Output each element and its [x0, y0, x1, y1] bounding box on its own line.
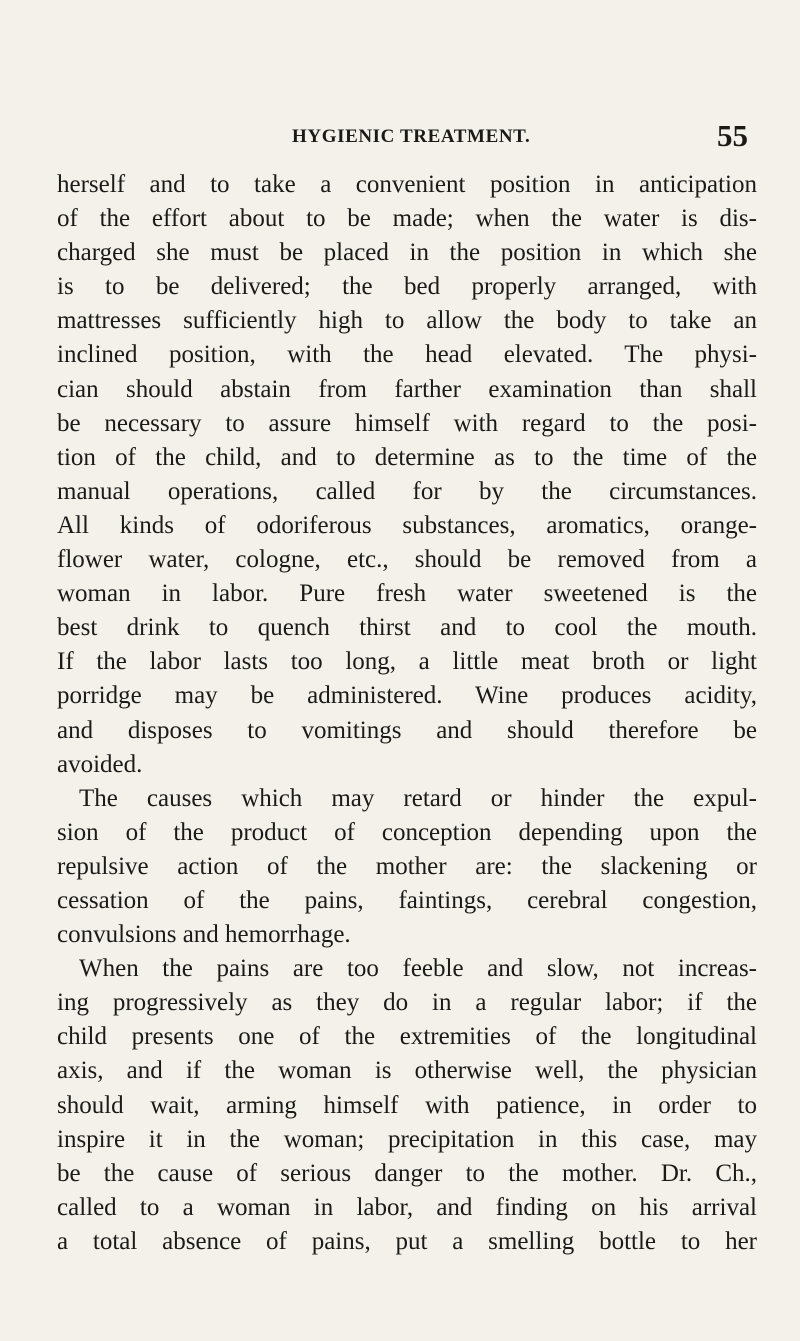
text-line: tion of the child, and to determine as to the time of the — [57, 443, 757, 471]
text-line: avoided. — [57, 750, 143, 778]
text-line: inspire it in the woman; precipitation in this case, may — [57, 1125, 757, 1153]
text-line: a total absence of pains, put a smelling bottle to her — [57, 1227, 757, 1255]
text-line: All kinds of odoriferous substances, aromatics, orange- — [57, 511, 757, 539]
text-line: axis, and if the woman is otherwise well, the physician — [57, 1057, 757, 1085]
text-line: ing progressively as they do in a regular labor; if the — [57, 989, 757, 1017]
text-line: is to be delivered; the bed properly arranged, with — [57, 273, 757, 301]
body-text — [57, 168, 757, 1259]
page-header — [60, 118, 752, 162]
text-line: convulsions and hemorrhage. — [57, 921, 351, 949]
text-line: If the labor lasts too long, a little meat broth or light — [57, 648, 757, 676]
text-line: and disposes to vomitings and should therefore be — [57, 716, 757, 744]
text-line: The causes which may retard or hinder the expul- — [79, 784, 757, 812]
text-line: best drink to quench thirst and to cool the mouth. — [57, 614, 757, 642]
text-line: called to a woman in labor, and finding on his arrival — [57, 1193, 757, 1221]
text-line: charged she must be placed in the position in which she — [57, 239, 757, 267]
page-number: 55 — [717, 118, 748, 153]
text-line: of the effort about to be made; when the water is dis- — [57, 205, 757, 233]
text-line: inclined position, with the head elevated. The physi- — [57, 341, 757, 369]
text-line: manual operations, called for by the circumstances. — [57, 477, 757, 505]
text-line: woman in labor. Pure fresh water sweetened is the — [57, 580, 757, 608]
text-line: flower water, cologne, etc., should be removed from a — [57, 546, 757, 574]
text-line: should wait, arming himself with patience, in order to — [57, 1091, 757, 1119]
text-line: mattresses sufficiently high to allow the body to take an — [57, 307, 757, 335]
text-line: child presents one of the extremities of the longitudinal — [57, 1023, 757, 1051]
text-line: repulsive action of the mother are: the slackening or — [57, 852, 757, 880]
text-line: sion of the product of conception depending upon the — [57, 818, 757, 846]
text-line: When the pains are too feeble and slow, not increas- — [79, 955, 757, 983]
text-line: cian should abstain from farther examination than shall — [57, 375, 757, 403]
text-line: be the cause of serious danger to the mother. Dr. Ch., — [57, 1159, 757, 1187]
text-line: be necessary to assure himself with regard to the posi- — [57, 409, 757, 437]
text-line: cessation of the pains, faintings, cerebral congestion, — [57, 886, 757, 914]
text-line: porridge may be administered. Wine produces acidity, — [57, 682, 757, 710]
text-line: herself and to take a convenient position in anticipation — [57, 171, 757, 198]
running-title: HYGIENIC TREATMENT. — [292, 126, 531, 147]
